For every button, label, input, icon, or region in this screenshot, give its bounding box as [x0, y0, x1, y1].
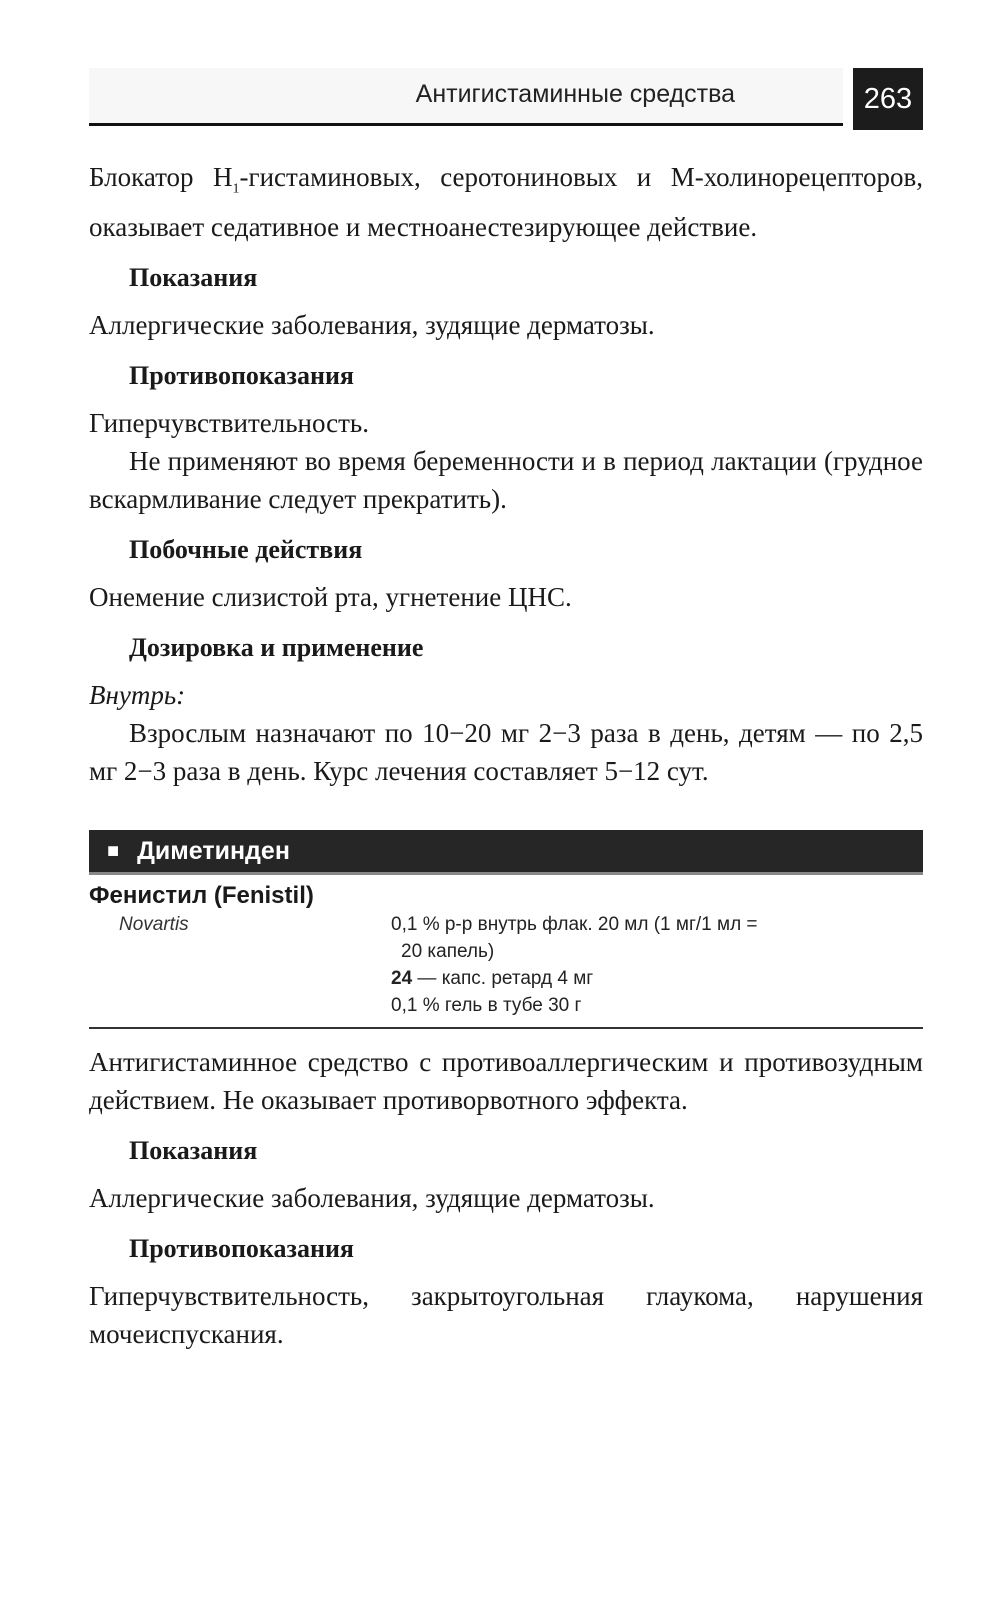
square-bullet-icon: ■ — [107, 839, 120, 862]
side-effects-text: Онемение слизистой рта, угнетение ЦНС. — [89, 582, 572, 613]
intro-text-b: -гистаминовых, серотониновых и М-холинорецепторов, оказывает седативное и местноанестезирующее действие. — [89, 162, 923, 243]
contraindications-text-2: Гиперчувствительность, закрытоугольная глаукома, нарушения мочеиспускания. — [89, 1281, 923, 1350]
indications-heading-2: Показания — [129, 1136, 258, 1166]
contraindications-heading: Противопоказания — [129, 361, 354, 391]
indications-text-2: Аллергические заболевания, зудящие дерматозы. — [89, 1183, 655, 1214]
drug-entry — [89, 875, 923, 1029]
dosage-text: Взрослым назначают по 10−20 мг 2−3 раза в день, детям — по 2,5 мг 2−3 раза в день. Курс лечения составляет 5−12 сут. — [89, 718, 923, 787]
intro-text-a: Блокатор H — [89, 162, 233, 192]
drug-name: Фенистил (Fenistil) — [89, 882, 314, 910]
dosage-route: Внутрь: — [89, 680, 186, 711]
dosage-heading: Дозировка и применение — [129, 633, 424, 663]
indications-heading: Показания — [129, 263, 258, 293]
page-number: 263 — [853, 68, 923, 130]
drug-description: Антигистаминное средство с противоаллергическим и противозудным действием. Не оказывает противорвотного эффекта. — [89, 1047, 923, 1116]
contraindications-text: Гиперчувствительность. — [89, 408, 369, 439]
drug-form-line — [391, 965, 923, 992]
drug-form-text: — капс. ретард 4 мг — [412, 968, 594, 990]
drug-form-line: 0,1 % гель в тубе 30 г — [391, 995, 582, 1017]
pack-quantity: 24 — [391, 968, 413, 990]
intro-paragraph — [89, 158, 923, 246]
running-title: Антигистаминные средства — [415, 80, 735, 108]
drug-form-line: 0,1 % р-р внутрь флак. 20 мл (1 мг/1 мл = — [391, 914, 758, 936]
section-title: Диметинден — [137, 836, 290, 865]
contraindications-note: Не применяют во время беременности и в период лактации (грудное вскармливание следует прекратить). — [89, 446, 923, 515]
header-bar — [89, 68, 843, 126]
indications-text: Аллергические заболевания, зудящие дерматозы. — [89, 310, 655, 341]
drug-manufacturer: Novartis — [119, 914, 189, 936]
drug-form-line: 20 капель) — [401, 941, 495, 963]
contraindications-heading-2: Противопоказания — [129, 1234, 354, 1264]
intro-subscript: 1 — [232, 181, 240, 197]
section-header — [89, 830, 923, 875]
side-effects-heading: Побочные действия — [129, 535, 363, 565]
page-content — [89, 158, 923, 1353]
page-header — [89, 68, 923, 130]
drug-forms — [391, 911, 923, 1019]
